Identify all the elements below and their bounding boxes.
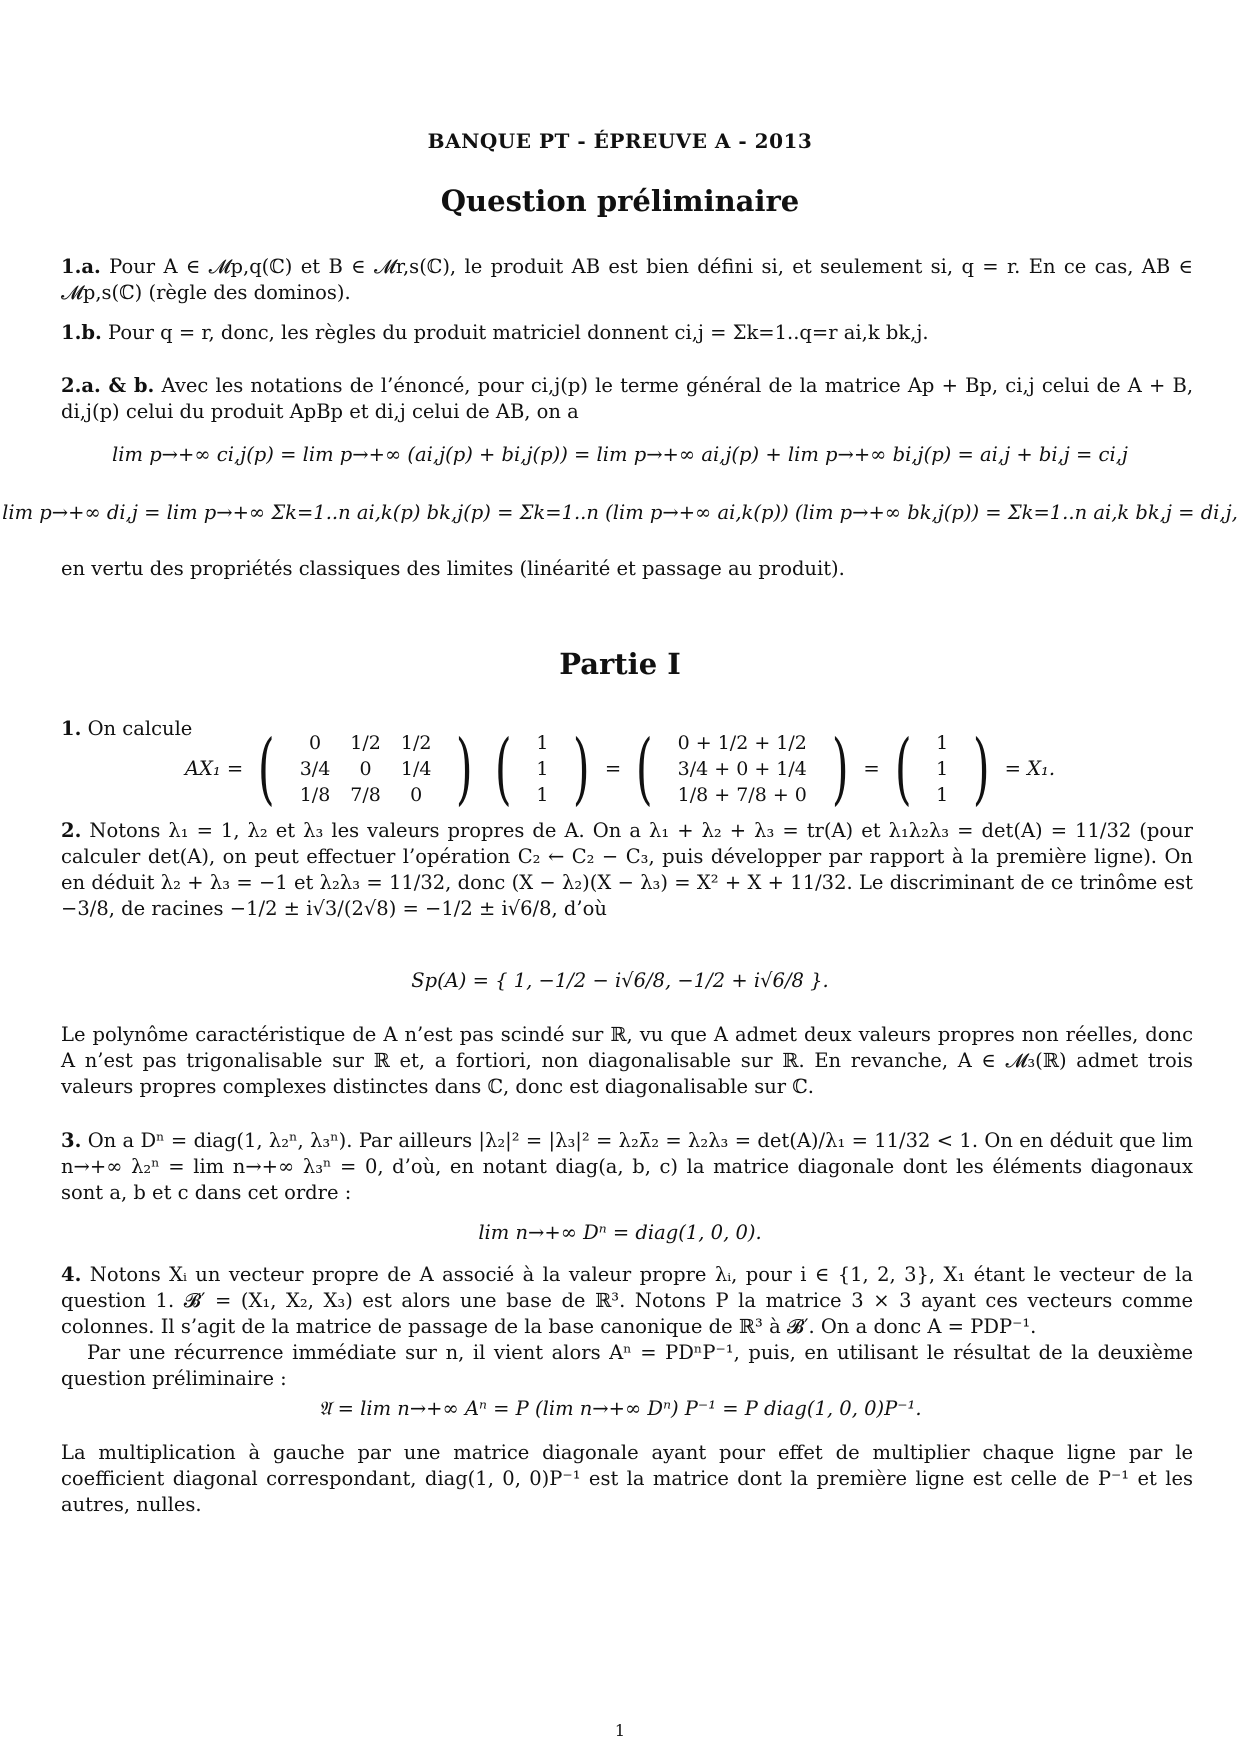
vector-cell: 1	[536, 784, 549, 806]
limit-A-equation: 𝔄 = lim n→+∞ Aⁿ = P (lim n→+∞ Dⁿ) P⁻¹ = P diag(1, 0, 0)P⁻¹.	[318, 1397, 922, 1420]
q1a-text: Pour A ∈ 𝓜p,q(ℂ) et B ∈ 𝓜r,s(ℂ), le produit AB est bien défini si, et seulement si, q = r. En ce cas, AB ∈ 𝓜p,s(ℂ) (règle des dominos).	[61, 255, 1193, 304]
q1b-text: Pour q = r, donc, les règles du produit matriciel donnent ci,j = Σk=1..q=r ai,k bk,j.	[107, 321, 929, 344]
matrix-a-cell: 0	[410, 784, 423, 806]
vector-cell: 1	[936, 758, 949, 780]
matrix-eq-lhs: AX₁ =	[184, 757, 244, 780]
q2-equation-1: lim p→+∞ ci,j(p) = lim p→+∞ (ai,j(p) + bi,j(p)) = lim p→+∞ ai,j(p) + lim p→+∞ bi,j(p) = ai,j + bi,j = ci,j	[112, 443, 1128, 466]
q1a-label: 1.a.	[61, 255, 101, 278]
p1-q2	[61, 818, 1193, 922]
matrix-sum-cell: 1/8 + 7/8 + 0	[677, 784, 807, 806]
p1-q4-after	[61, 1440, 1193, 1518]
p1-q2-after-text: Le polynôme caractéristique de A n’est pas scindé sur ℝ, vu que A admet deux valeurs propres non réelles, donc A n’est pas trigonalisable sur ℝ et, a fortiori, non diagonalisable sur ℝ. En revanche, A ∈ 𝓜₃(ℝ) admet trois valeurs propres complexes distinctes dans ℂ, donc est diagonalisable sur ℂ.	[61, 1023, 1193, 1098]
q1b-paragraph	[61, 320, 1193, 346]
matrix-a-cell: 1/2	[400, 732, 432, 754]
matrix-a-cell: 1/8	[299, 784, 331, 806]
q2-after-text: en vertu des propriétés classiques des limites (linéarité et passage au produit).	[61, 557, 845, 580]
paren-close: )	[973, 724, 990, 814]
matrix-sum	[668, 730, 817, 808]
spectrum-equation: Sp(A) = { 1, −1/2 − i√6/8, −1/2 + i√6/8 }.	[411, 969, 829, 992]
q1a-paragraph	[61, 254, 1193, 306]
q1b-label: 1.b.	[61, 321, 102, 344]
p1-q4	[61, 1262, 1193, 1392]
matrix-a-cell: 0	[308, 732, 322, 754]
vector-cell: 1	[936, 732, 949, 754]
q2-label: 2.a. & b.	[61, 374, 155, 397]
page-number: 1	[614, 1721, 626, 1740]
paren-open: (	[894, 724, 912, 814]
p1-q4-after-text: La multiplication à gauche par une matrice diagonale ayant pour effet de multiplier chaque ligne par le coefficient diagonal correspondant, diag(1, 0, 0)P⁻¹ est la matrice dont la première ligne est celle de P⁻¹ et les autres, nulles.	[61, 1441, 1193, 1516]
p1-q3-label: 3.	[61, 1129, 82, 1152]
vector-ones-1	[526, 730, 558, 808]
vector-cell: 1	[536, 758, 549, 780]
matrix-eq-rhs: = X₁.	[1004, 757, 1056, 780]
section-title-partie-i: Partie I	[559, 647, 681, 681]
q2-equation-2: lim p→+∞ di,j = lim p→+∞ Σk=1..n ai,k(p) bk,j(p) = Σk=1..n (lim p→+∞ ai,k(p)) (lim p→+∞ bk,j(p)) = Σk=1..n ai,k bk,j = di,j,	[2, 501, 1238, 524]
p1-q1-label: 1.	[61, 717, 82, 740]
matrix-sum-cell: 0 + 1/2 + 1/2	[677, 732, 807, 754]
equals-sign: =	[604, 757, 622, 780]
vector-ones-2	[926, 730, 958, 808]
paren-open: (	[636, 724, 653, 814]
vector-cell: 1	[936, 784, 949, 806]
p1-q1-text: On calcule	[87, 717, 193, 740]
paren-open: (	[258, 724, 275, 814]
p1-q2-label: 2.	[61, 819, 82, 842]
matrix-a-cell: 1/2	[350, 732, 381, 754]
p1-q2-text: Notons λ₁ = 1, λ₂ et λ₃ les valeurs propres de A. On a λ₁ + λ₂ + λ₃ = tr(A) et λ₁λ₂λ₃ = det(A) = 11/32 (pour calculer det(A), on peut effectuer l’opération C₂ ← C₂ − C₃, puis développer par rapport à la première ligne). On en déduit λ₂ + λ₃ = −1 et λ₂λ₃ = 11/32, donc (X − λ₂)(X − λ₃) = X² + X + 11/32. Le discriminant de ce trinôme est −3/8, de racines −1/2 ± i√3/(2√8) = −1/2 ± i√6/8, d’où	[61, 819, 1193, 920]
vector-cell: 1	[536, 732, 549, 754]
exam-header: BANQUE PT - ÉPREUVE A - 2013	[427, 129, 813, 153]
matrix-a-cell: 1/4	[400, 758, 432, 780]
paren-close: )	[831, 724, 849, 814]
equals-sign: =	[863, 757, 880, 780]
paren-close: )	[456, 724, 474, 814]
paren-open: (	[494, 724, 512, 814]
q2-paragraph	[61, 373, 1193, 425]
matrix-sum-cell: 3/4 + 0 + 1/4	[677, 758, 807, 780]
matrix-a-cell: 0	[359, 758, 372, 780]
p1-q4-text2: Par une récurrence immédiate sur n, il vient alors Aⁿ = PDⁿP⁻¹, puis, en utilisant le résultat de la deuxième question préliminaire :	[61, 1341, 1193, 1390]
p1-q2-after	[61, 1022, 1193, 1100]
p1-q4-label: 4.	[61, 1263, 82, 1286]
section-title-preliminary: Question préliminaire	[440, 184, 800, 218]
p1-q3	[61, 1128, 1193, 1206]
matrix-A	[290, 730, 442, 808]
limit-D-equation: lim n→+∞ Dⁿ = diag(1, 0, 0).	[478, 1221, 762, 1244]
q2-text: Avec les notations de l’énoncé, pour ci,j(p) le terme général de la matrice Ap + Bp, ci,j celui de A + B, di,j(p) celui du produit ApBp et di,j celui de AB, on a	[61, 374, 1194, 423]
paren-close: )	[573, 724, 590, 814]
p1-q4-text: Notons Xᵢ un vecteur propre de A associé à la valeur propre λᵢ, pour i ∈ {1, 2, 3}, X₁ étant le vecteur de la question 1. 𝓑′ = (X₁, X₂, X₃) est alors une base de ℝ³. Notons P la matrice 3 × 3 ayant ces vecteurs comme colonnes. Il s’agit de la matrice de passage de la base canonique de ℝ³ à 𝓑′. On a donc A = PDP⁻¹.	[61, 1263, 1193, 1338]
p1-q3-text: On a Dⁿ = diag(1, λ₂ⁿ, λ₃ⁿ). Par ailleurs |λ₂|² = |λ₃|² = λ₂λ̄₂ = λ₂λ₃ = det(A)/λ₁ = 11/32 < 1. On en déduit que lim n→+∞ λ₂ⁿ = lim n→+∞ λ₃ⁿ = 0, d’où, en notant diag(a, b, c) la matrice diagonale dont les éléments diagonaux sont a, b et c dans cet ordre :	[61, 1129, 1193, 1204]
q2-after	[61, 556, 1193, 582]
matrix-a-cell: 7/8	[350, 784, 381, 806]
matrix-a-cell: 3/4	[299, 758, 331, 780]
